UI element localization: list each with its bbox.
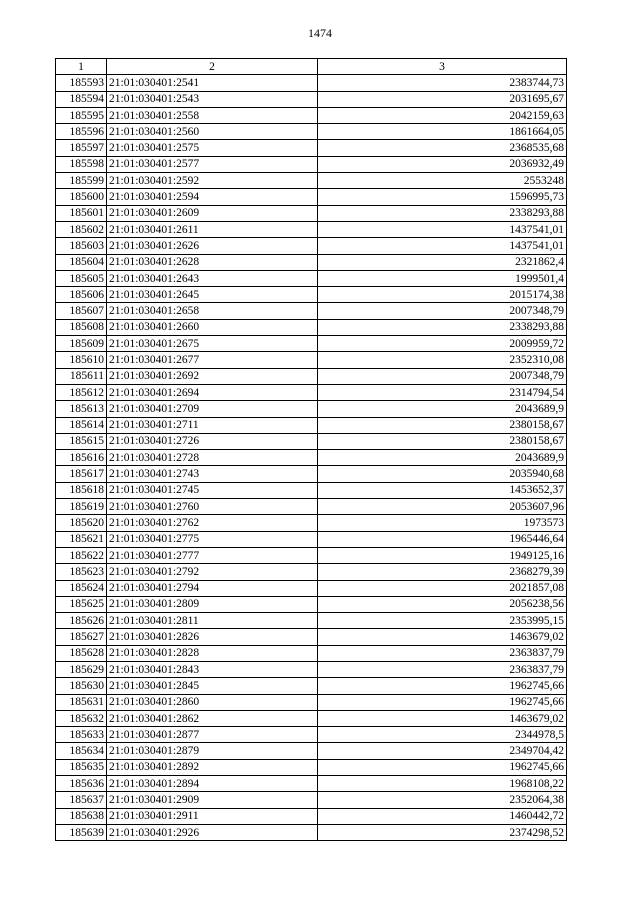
- row-number-cell: 185605: [56, 270, 107, 286]
- value-cell: 2321862,4: [318, 254, 567, 270]
- table-row: [56, 319, 567, 335]
- value-cell: 2007348,79: [318, 303, 567, 319]
- row-number-cell: 185638: [56, 808, 107, 824]
- row-number-cell: 185599: [56, 173, 107, 189]
- row-number-cell: 185617: [56, 466, 107, 482]
- value-cell: 1999501,4: [318, 270, 567, 286]
- table-row: [56, 678, 567, 694]
- cadastral-number-cell: 21:01:030401:2792: [107, 564, 318, 580]
- table-row: [56, 580, 567, 596]
- cadastral-number-cell: 21:01:030401:2794: [107, 580, 318, 596]
- row-number-cell: 185614: [56, 417, 107, 433]
- cadastral-number-cell: 21:01:030401:2692: [107, 368, 318, 384]
- table-row: [56, 824, 567, 840]
- cadastral-number-cell: 21:01:030401:2762: [107, 515, 318, 531]
- row-number-cell: 185615: [56, 433, 107, 449]
- value-cell: 2338293,88: [318, 319, 567, 335]
- row-number-cell: 185600: [56, 189, 107, 205]
- value-cell: 1437541,01: [318, 238, 567, 254]
- row-number-cell: 185616: [56, 450, 107, 466]
- row-number-cell: 185611: [56, 368, 107, 384]
- row-number-cell: 185639: [56, 824, 107, 840]
- cadastral-number-cell: 21:01:030401:2594: [107, 189, 318, 205]
- value-cell: 1965446,64: [318, 531, 567, 547]
- value-cell: 2036932,49: [318, 156, 567, 172]
- row-number-cell: 185618: [56, 482, 107, 498]
- table-row: [56, 384, 567, 400]
- table-row: [56, 629, 567, 645]
- value-cell: 2314794,54: [318, 384, 567, 400]
- table-row: [56, 694, 567, 710]
- row-number-cell: 185597: [56, 140, 107, 156]
- row-number-cell: 185633: [56, 727, 107, 743]
- row-number-cell: 185631: [56, 694, 107, 710]
- row-number-cell: 185603: [56, 238, 107, 254]
- row-number-cell: 185637: [56, 792, 107, 808]
- cadastral-number-cell: 21:01:030401:2745: [107, 482, 318, 498]
- cadastral-number-cell: 21:01:030401:2926: [107, 824, 318, 840]
- cadastral-number-cell: 21:01:030401:2711: [107, 417, 318, 433]
- row-number-cell: 185602: [56, 221, 107, 237]
- table-row: [56, 645, 567, 661]
- row-number-cell: 185619: [56, 499, 107, 515]
- table-row: [56, 499, 567, 515]
- value-cell: 2368535,68: [318, 140, 567, 156]
- table-row: [56, 661, 567, 677]
- row-number-cell: 185621: [56, 531, 107, 547]
- cadastral-number-cell: 21:01:030401:2658: [107, 303, 318, 319]
- row-number-cell: 185629: [56, 661, 107, 677]
- row-number-cell: 185607: [56, 303, 107, 319]
- value-cell: 2035940,68: [318, 466, 567, 482]
- column-header-2: 2: [107, 59, 318, 75]
- row-number-cell: 185635: [56, 759, 107, 775]
- value-cell: 1962745,66: [318, 678, 567, 694]
- cadastral-number-cell: 21:01:030401:2645: [107, 287, 318, 303]
- value-cell: 2363837,79: [318, 645, 567, 661]
- value-cell: 1861664,05: [318, 124, 567, 140]
- table-row: [56, 792, 567, 808]
- row-number-cell: 185628: [56, 645, 107, 661]
- value-cell: 1962745,66: [318, 694, 567, 710]
- value-cell: 2349704,42: [318, 743, 567, 759]
- cadastral-number-cell: 21:01:030401:2558: [107, 107, 318, 123]
- value-cell: 2380158,67: [318, 433, 567, 449]
- table-row: [56, 75, 567, 91]
- cadastral-number-cell: 21:01:030401:2862: [107, 710, 318, 726]
- row-number-cell: 185609: [56, 336, 107, 352]
- cadastral-number-cell: 21:01:030401:2626: [107, 238, 318, 254]
- cadastral-number-cell: 21:01:030401:2660: [107, 319, 318, 335]
- row-number-cell: 185610: [56, 352, 107, 368]
- value-cell: 1437541,01: [318, 221, 567, 237]
- value-cell: 1596995,73: [318, 189, 567, 205]
- cadastral-number-cell: 21:01:030401:2611: [107, 221, 318, 237]
- value-cell: 2344978,5: [318, 727, 567, 743]
- cadastral-number-cell: 21:01:030401:2592: [107, 173, 318, 189]
- value-cell: 1463679,02: [318, 629, 567, 645]
- cadastral-number-cell: 21:01:030401:2560: [107, 124, 318, 140]
- table-row: [56, 727, 567, 743]
- value-cell: 2042159,63: [318, 107, 567, 123]
- cadastral-number-cell: 21:01:030401:2694: [107, 384, 318, 400]
- table-row: [56, 238, 567, 254]
- cadastral-number-cell: 21:01:030401:2577: [107, 156, 318, 172]
- table-row: [56, 287, 567, 303]
- row-number-cell: 185601: [56, 205, 107, 221]
- data-table: [55, 58, 567, 841]
- cadastral-number-cell: 21:01:030401:2860: [107, 694, 318, 710]
- value-cell: 2007348,79: [318, 368, 567, 384]
- table-row: [56, 401, 567, 417]
- table-row: [56, 515, 567, 531]
- value-cell: 2009959,72: [318, 336, 567, 352]
- table-row: [56, 417, 567, 433]
- cadastral-number-cell: 21:01:030401:2894: [107, 776, 318, 792]
- row-number-cell: 185598: [56, 156, 107, 172]
- row-number-cell: 185595: [56, 107, 107, 123]
- cadastral-number-cell: 21:01:030401:2892: [107, 759, 318, 775]
- cadastral-number-cell: 21:01:030401:2826: [107, 629, 318, 645]
- value-cell: 2553248: [318, 173, 567, 189]
- cadastral-number-cell: 21:01:030401:2743: [107, 466, 318, 482]
- value-cell: 2352064,38: [318, 792, 567, 808]
- value-cell: 1460442,72: [318, 808, 567, 824]
- table-row: [56, 270, 567, 286]
- cadastral-number-cell: 21:01:030401:2675: [107, 336, 318, 352]
- table-row: [56, 352, 567, 368]
- row-number-cell: 185626: [56, 613, 107, 629]
- table-row: [56, 596, 567, 612]
- cadastral-number-cell: 21:01:030401:2828: [107, 645, 318, 661]
- table-row: [56, 173, 567, 189]
- value-cell: 2056238,56: [318, 596, 567, 612]
- table-row: [56, 221, 567, 237]
- table-row: [56, 254, 567, 270]
- row-number-cell: 185604: [56, 254, 107, 270]
- table-row: [56, 466, 567, 482]
- value-cell: 2021857,08: [318, 580, 567, 596]
- cadastral-number-cell: 21:01:030401:2609: [107, 205, 318, 221]
- table-row: [56, 107, 567, 123]
- value-cell: 2383744,73: [318, 75, 567, 91]
- value-cell: 2353995,15: [318, 613, 567, 629]
- cadastral-number-cell: 21:01:030401:2877: [107, 727, 318, 743]
- value-cell: 1962745,66: [318, 759, 567, 775]
- table-row: [56, 743, 567, 759]
- row-number-cell: 185624: [56, 580, 107, 596]
- value-cell: 2015174,38: [318, 287, 567, 303]
- cadastral-number-cell: 21:01:030401:2809: [107, 596, 318, 612]
- value-cell: 2363837,79: [318, 661, 567, 677]
- cadastral-number-cell: 21:01:030401:2628: [107, 254, 318, 270]
- column-header-3: 3: [318, 59, 567, 75]
- value-cell: 1949125,16: [318, 547, 567, 563]
- column-header-1: 1: [56, 59, 107, 75]
- cadastral-number-cell: 21:01:030401:2811: [107, 613, 318, 629]
- cadastral-number-cell: 21:01:030401:2643: [107, 270, 318, 286]
- value-cell: 2352310,08: [318, 352, 567, 368]
- cadastral-number-cell: 21:01:030401:2775: [107, 531, 318, 547]
- value-cell: 1453652,37: [318, 482, 567, 498]
- table-row: [56, 710, 567, 726]
- cadastral-number-cell: 21:01:030401:2909: [107, 792, 318, 808]
- value-cell: 2368279,39: [318, 564, 567, 580]
- cadastral-number-cell: 21:01:030401:2726: [107, 433, 318, 449]
- value-cell: 1973573: [318, 515, 567, 531]
- row-number-cell: 185608: [56, 319, 107, 335]
- cadastral-number-cell: 21:01:030401:2760: [107, 499, 318, 515]
- value-cell: 2043689,9: [318, 450, 567, 466]
- cadastral-number-cell: 21:01:030401:2541: [107, 75, 318, 91]
- table-row: [56, 433, 567, 449]
- table-row: [56, 808, 567, 824]
- table-row: [56, 336, 567, 352]
- page-number: 1474: [308, 26, 332, 40]
- row-number-cell: 185606: [56, 287, 107, 303]
- table-header-row: [56, 59, 567, 75]
- cadastral-number-cell: 21:01:030401:2575: [107, 140, 318, 156]
- cadastral-number-cell: 21:01:030401:2728: [107, 450, 318, 466]
- table-row: [56, 368, 567, 384]
- table-row: [56, 91, 567, 107]
- cadastral-number-cell: 21:01:030401:2677: [107, 352, 318, 368]
- value-cell: 1463679,02: [318, 710, 567, 726]
- row-number-cell: 185594: [56, 91, 107, 107]
- row-number-cell: 185627: [56, 629, 107, 645]
- table-row: [56, 531, 567, 547]
- table-row: [56, 547, 567, 563]
- value-cell: 2338293,88: [318, 205, 567, 221]
- row-number-cell: 185634: [56, 743, 107, 759]
- row-number-cell: 185593: [56, 75, 107, 91]
- table-row: [56, 189, 567, 205]
- table-body: [56, 75, 567, 841]
- cadastral-number-cell: 21:01:030401:2709: [107, 401, 318, 417]
- row-number-cell: 185630: [56, 678, 107, 694]
- value-cell: 2053607,96: [318, 499, 567, 515]
- cadastral-number-cell: 21:01:030401:2845: [107, 678, 318, 694]
- value-cell: 2374298,52: [318, 824, 567, 840]
- table-row: [56, 613, 567, 629]
- table-row: [56, 759, 567, 775]
- value-cell: 1968108,22: [318, 776, 567, 792]
- table-row: [56, 140, 567, 156]
- row-number-cell: 185636: [56, 776, 107, 792]
- table-row: [56, 482, 567, 498]
- cadastral-number-cell: 21:01:030401:2911: [107, 808, 318, 824]
- cadastral-number-cell: 21:01:030401:2543: [107, 91, 318, 107]
- value-cell: 2380158,67: [318, 417, 567, 433]
- row-number-cell: 185612: [56, 384, 107, 400]
- value-cell: 2031695,67: [318, 91, 567, 107]
- table-row: [56, 776, 567, 792]
- row-number-cell: 185620: [56, 515, 107, 531]
- row-number-cell: 185596: [56, 124, 107, 140]
- row-number-cell: 185622: [56, 547, 107, 563]
- table-row: [56, 124, 567, 140]
- table-row: [56, 564, 567, 580]
- cadastral-number-cell: 21:01:030401:2777: [107, 547, 318, 563]
- table-row: [56, 450, 567, 466]
- row-number-cell: 185632: [56, 710, 107, 726]
- row-number-cell: 185625: [56, 596, 107, 612]
- row-number-cell: 185623: [56, 564, 107, 580]
- table-row: [56, 205, 567, 221]
- value-cell: 2043689,9: [318, 401, 567, 417]
- cadastral-number-cell: 21:01:030401:2843: [107, 661, 318, 677]
- row-number-cell: 185613: [56, 401, 107, 417]
- table-row: [56, 303, 567, 319]
- table-row: [56, 156, 567, 172]
- cadastral-number-cell: 21:01:030401:2879: [107, 743, 318, 759]
